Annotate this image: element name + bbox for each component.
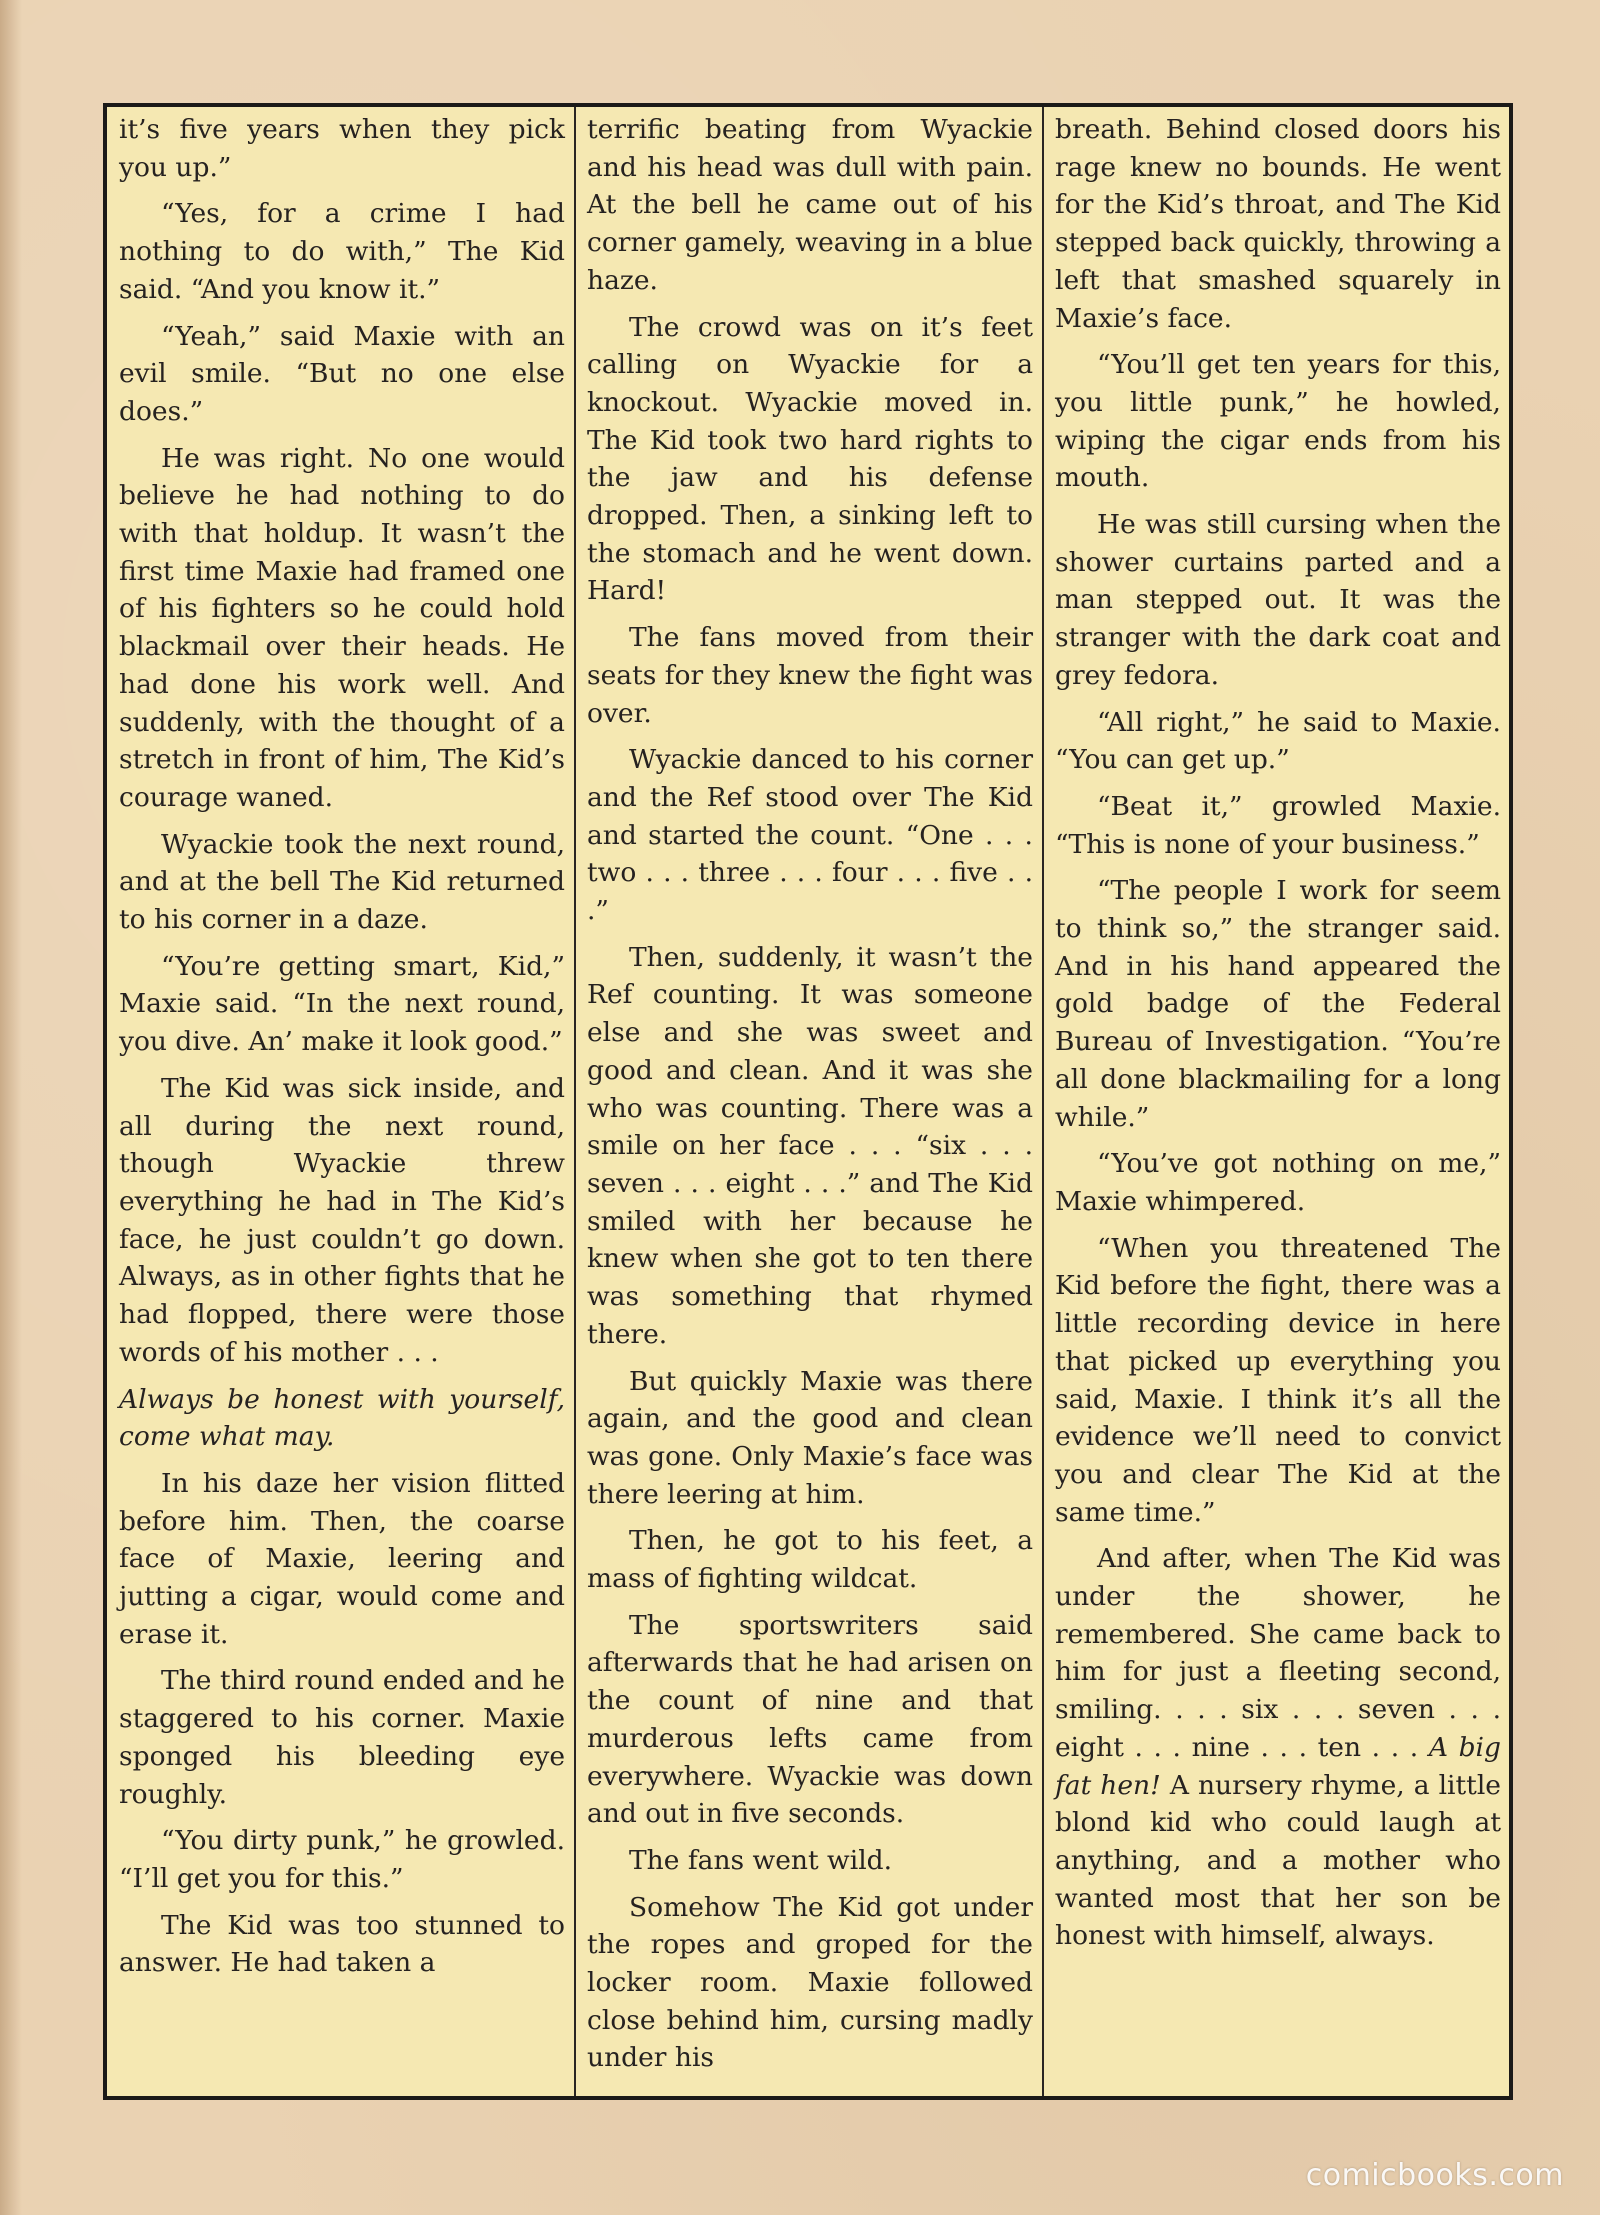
column-2: [579, 107, 1041, 2096]
paragraph: terrific beating from Wyackie and his head was dull with pain. At the bell he came out of his corner gamely, weaving in a blue haze.: [587, 114, 1033, 296]
column-divider: [574, 107, 576, 2096]
paragraph: The fans went wild.: [629, 1844, 893, 1876]
column-1: [111, 107, 573, 2096]
paragraph-with-italic: [1055, 1540, 1501, 1955]
paragraph: it’s five years when they pick you up.”: [119, 114, 565, 183]
paragraph: The crowd was on it’s feet calling on Wyackie for a knockout. Wyackie moved in. The Kid took two hard rights to the jaw and his defense dropped. Then, a sinking left to the stomach and he went down. Hard!: [587, 311, 1033, 607]
paragraph: The Kid was too stunned to answer. He had taken a: [119, 1909, 565, 1979]
paragraph: “All right,” he said to Maxie. “You can get up.”: [1055, 706, 1501, 776]
paragraph: He was right. No one would believe he had nothing to do with that holdup. It wasn’t the first time Maxie had framed one of his fighters so he could hold blackmail over their heads. He had done his work well. And suddenly, with the thought of a stretch in front of him, The Kid’s courage waned.: [119, 442, 565, 813]
paragraph: “You’ll get ten years for this, you little punk,” he howled, wiping the cigar ends from his mouth.: [1055, 349, 1501, 494]
paragraph: “You dirty punk,” he growled. “I’ll get you for this.”: [119, 1825, 565, 1894]
paragraph: breath. Behind closed doors his rage knew no bounds. He went for the Kid’s throat, and The Kid stepped back quickly, throwing a left that smashed squarely in Maxie’s face.: [1055, 114, 1501, 334]
paragraph: In his daze her vision flitted before him. Then, the coarse face of Maxie, leering and jutting a cigar, would come and erase it.: [119, 1467, 565, 1650]
paragraph: But quickly Maxie was there again, and the good and clean was gone. Only Maxie’s face was there leering at him.: [587, 1365, 1033, 1510]
paragraph-text: A nursery rhyme, a little blond kid who could laugh at anything, and a mother who wanted most that her son be honest with himself, always.: [1055, 1769, 1501, 1952]
paragraph: Wyackie took the next round, and at the bell The Kid returned to his corner in a daze.: [119, 828, 565, 936]
paragraph: “Yeah,” said Maxie with an evil smile. “But no one else does.”: [119, 320, 565, 427]
watermark-text: comicbooks.com: [1305, 2158, 1564, 2193]
page-spine-shadow: [0, 0, 22, 2215]
paragraph: Then, he got to his feet, a mass of fighting wildcat.: [587, 1525, 1033, 1595]
paragraph: He was still cursing when the shower curtains parted and a man stepped out. It was the stranger with the dark coat and grey fedora.: [1055, 509, 1501, 691]
paragraph: “You’ve got nothing on me,” Maxie whimpered.: [1055, 1148, 1501, 1217]
paragraph: Then, suddenly, it wasn’t the Ref counting. It was someone else and she was sweet and good and clean. And it was she who was counting. There was a smile on her face . . . “six . . . seven . . . eight . . .” and The Kid smiled with her because he knew when she got to ten there was something that rhymed there.: [587, 941, 1033, 1350]
paragraph: “You’re getting smart, Kid,” Maxie said. “In the next round, you dive. An’ make it look good.”: [119, 950, 565, 1058]
paragraph: Somehow The Kid got under the ropes and groped for the locker room. Maxie followed close behind him, cursing madly under his: [587, 1891, 1033, 2074]
paragraph: “Beat it,” growled Maxie. “This is none of your business.”: [1055, 790, 1501, 860]
paragraph: The Kid was sick inside, and all during the next round, though Wyackie threw everything he had in The Kid’s face, he just couldn’t go down. Always, as in other fights that he had flopped, there were those words of his mother . . .: [119, 1072, 565, 1368]
column-3: [1047, 107, 1509, 2096]
paragraph: The sportswriters said afterwards that he had arisen on the count of nine and that murderous lefts came from everywhere. Wyackie was down and out in five seconds.: [587, 1609, 1033, 1830]
paragraph: “When you threatened The Kid before the fight, there was a little recording device in here that picked up everything you said, Maxie. I think it’s all the evidence we’ll need to convict you and clear The Kid at the same time.”: [1055, 1232, 1501, 1528]
column-divider: [1042, 107, 1044, 2096]
paragraph: “The people I work for seem to think so,” the stranger said. And in his hand appeared the gold badge of the Federal Bureau of Investigation. “You’re all done blackmailing for a long while.”: [1055, 875, 1501, 1133]
paragraph: Wyackie danced to his corner and the Ref stood over The Kid and started the count. “One . . . two . . . three . . . four . . . five . . .”: [587, 744, 1033, 927]
paragraph: The fans moved from their seats for they knew the fight was over.: [587, 622, 1033, 729]
paragraph-text: And after, when The Kid was under the shower, he remembered. She came back to him for just a fleeting second, smiling. . . . six . . . seven . . . eight . . . nine . . . ten . . .: [1055, 1543, 1501, 1763]
italic-quote: [119, 1381, 565, 1456]
paragraph: “Yes, for a crime I had nothing to do with,” The Kid said. “And you know it.”: [119, 198, 565, 305]
story-text-box: [103, 103, 1513, 2100]
italic-quote-text: Always be honest with yourself, come what may.: [119, 1383, 565, 1453]
italic-phrase: A big fat hen!: [1055, 1731, 1501, 1801]
paragraph: The third round ended and he staggered to his corner. Maxie sponged his bleeding eye roughly.: [119, 1665, 565, 1810]
